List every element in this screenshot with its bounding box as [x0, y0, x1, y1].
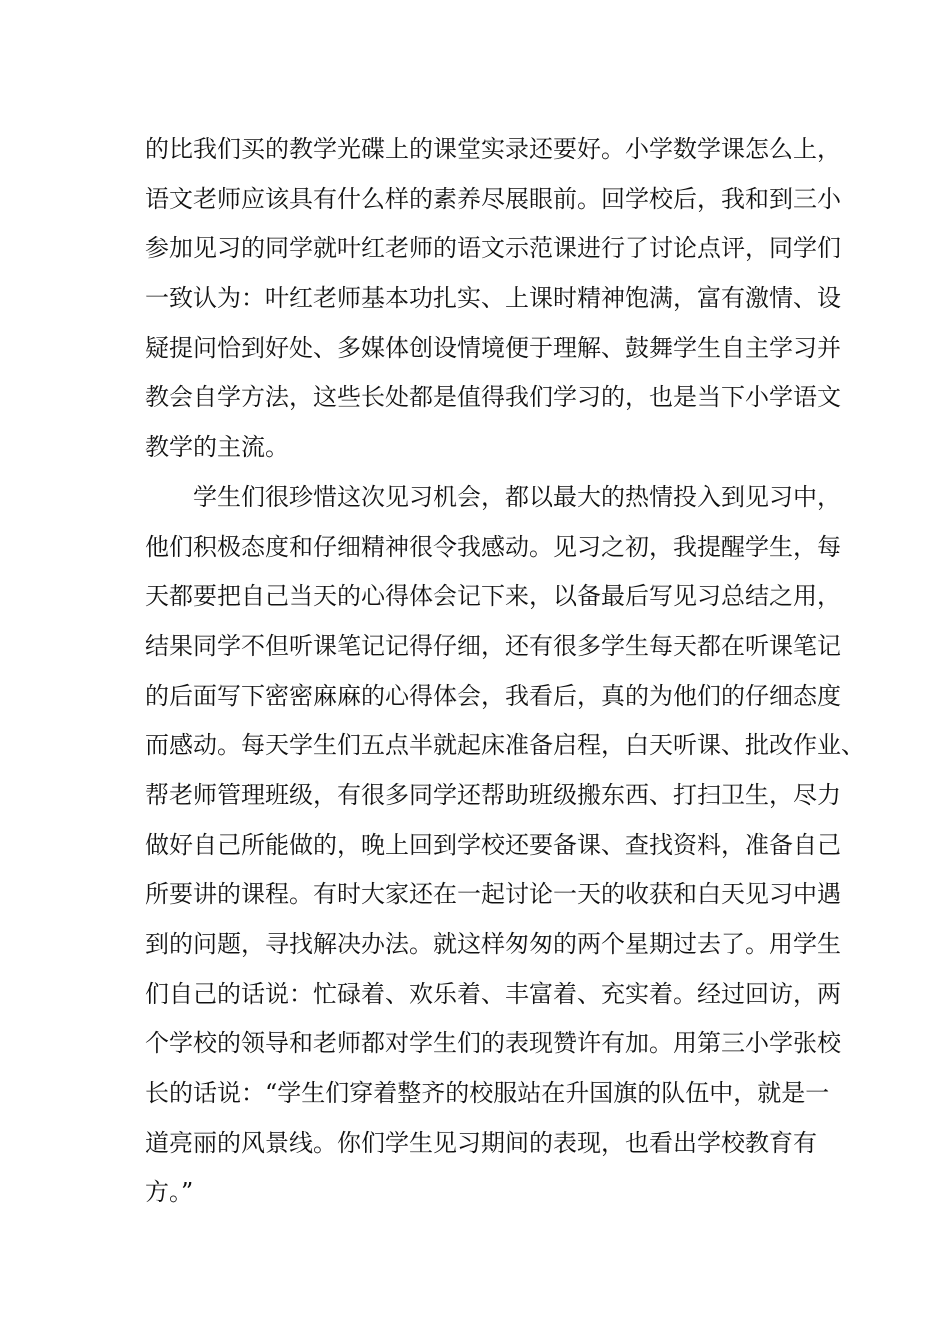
text-line: 们自己的话说：忙碌着、欢乐着、丰富着、充实着。经过回访，两: [145, 979, 841, 1008]
text-line: 一致认为：叶红老师基本功扎实、上课时精神饱满，富有激情、设: [145, 284, 841, 313]
text-line-indented: 学生们很珍惜这次见习机会，都以最大的热情投入到见习中，: [193, 482, 841, 511]
text-line: 的比我们买的教学光碟上的课堂实录还要好。小学数学课怎么上，: [145, 135, 841, 163]
text-line: 他们积极态度和仔细精神很令我感动。见习之初，我提醒学生，每: [145, 532, 841, 561]
text-line: 结果同学不但听课笔记记得仔细，还有很多学生每天都在听课笔记: [145, 631, 841, 660]
text-line: 长的话说：“学生们穿着整齐的校服站在升国旗的队伍中，就是一: [145, 1079, 830, 1108]
text-line: 做好自己所能做的，晚上回到学校还要备课、查找资料，准备自己: [145, 830, 841, 859]
text-line: 教学的主流。: [145, 433, 289, 462]
text-line: 帮老师管理班级，有很多同学还帮助班级搬东西、打扫卫生，尽力: [145, 780, 841, 809]
text-line: 方。”: [145, 1178, 194, 1207]
paragraph-1: [145, 125, 841, 473]
text-line: 疑提问恰到好处、多媒体创设情境便于理解、鼓舞学生自主学习并: [145, 333, 841, 362]
text-line: 道亮丽的风景线。你们学生见习期间的表现，也看出学校教育有: [145, 1128, 817, 1157]
text-line: 到的问题，寻找解决办法。就这样匆匆的两个星期过去了。用学生: [145, 930, 841, 958]
document-body: [145, 125, 865, 1218]
text-line: 语文老师应该具有什么样的素养尽展眼前。回学校后，我和到三小: [145, 184, 841, 213]
text-line: 而感动。每天学生们五点半就起床准备启程，白天听课、批改作业、: [145, 731, 865, 760]
text-line: 参加见习的同学就叶红老师的语文示范课进行了讨论点评，同学们: [145, 234, 841, 263]
text-line: 教会自学方法，这些长处都是值得我们学习的，也是当下小学语文: [145, 383, 841, 412]
text-line: 天都要把自己当天的心得体会记下来，以备最后写见习总结之用，: [145, 582, 841, 611]
text-line: 的后面写下密密麻麻的心得体会，我看后，真的为他们的仔细态度: [145, 681, 841, 710]
text-line: 个学校的领导和老师都对学生们的表现赞许有加。用第三小学张校: [145, 1029, 841, 1058]
paragraph-2: [145, 473, 865, 1218]
text-line: 所要讲的课程。有时大家还在一起讨论一天的收获和白天见习中遇: [145, 880, 841, 909]
